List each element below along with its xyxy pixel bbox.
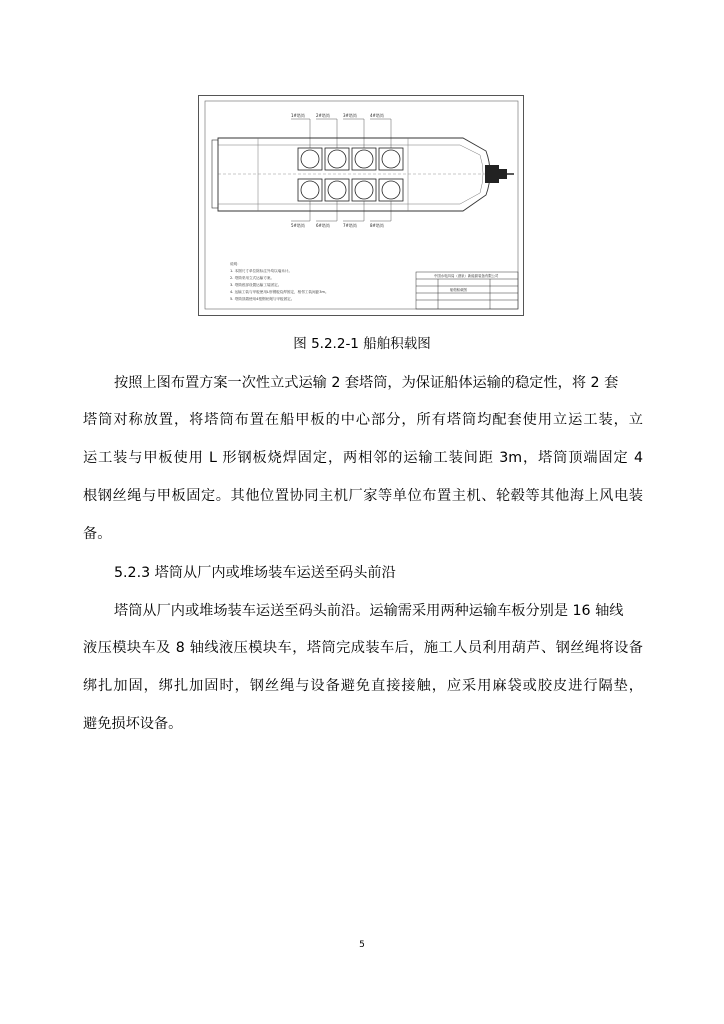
text-line: 避免损坏设备。 — [83, 716, 183, 732]
text-line: 运工装与甲板使用 L 形钢板烧焊固定，两相邻的运输工装间距 3m，塔筒顶端固定 4 — [83, 450, 643, 466]
tower-label: 5#塔筒 — [291, 223, 305, 228]
note-line: 4. 运输工装与甲板使用L形钢板烧焊固定，相邻工装间距3m。 — [230, 290, 329, 294]
section-heading: 5.2.3 塔筒从厂内或堆场装车运送至码头前沿 — [114, 565, 396, 581]
text-line: 塔筒对称放置，将塔筒布置在船甲板的中心部分，所有塔筒均配套使用立运工装，立 — [83, 412, 643, 428]
page-number: 5 — [359, 940, 365, 950]
tower-label: 2#塔筒 — [316, 113, 330, 118]
note-line: 3. 塔筒底部设置运输工装固定。 — [230, 283, 282, 287]
tower-label: 8#塔筒 — [370, 223, 384, 228]
tower-label: 3#塔筒 — [343, 113, 357, 118]
notes-title: 说明： — [230, 262, 241, 266]
text-line: 按照上图布置方案一次性立式运输 2 套塔筒，为保证船体运输的稳定性，将 2 套 — [114, 375, 619, 391]
note-line: 1. 本图尺寸单位除标注外均以毫米计。 — [230, 269, 293, 273]
text-line: 绑扎加固，绑扎加固时，钢丝绳与设备避免直接接触，应采用麻袋或胶皮进行隔垫， — [83, 678, 643, 694]
text-line: 塔筒从厂内或堆场装车运送至码头前沿。运输需采用两种运输车板分别是 16 轴线 — [114, 603, 624, 619]
ship-stowage-drawing — [198, 95, 524, 316]
titleblock-company: 中国水电四局（酒泉）新能源装备有限公司 — [434, 274, 499, 278]
figure-caption: 图 5.2.2-1 船舶积载图 — [293, 336, 431, 352]
tower-label: 1#塔筒 — [291, 113, 305, 118]
note-line: 2. 塔筒采用立式运输方案。 — [230, 276, 275, 280]
tower-label: 4#塔筒 — [370, 113, 384, 118]
text-line: 液压模块车及 8 轴线液压模块车，塔筒完成装车后，施工人员利用葫芦、钢丝绳将设备 — [83, 640, 643, 656]
text-line: 根钢丝绳与甲板固定。其他位置协同主机厂家等单位布置主机、轮毂等其他海上风电装 — [83, 488, 643, 504]
titleblock-drawing: 船舶积载图 — [450, 288, 467, 292]
note-line: 5. 塔筒顶端使用4根钢丝绳与甲板固定。 — [230, 297, 295, 301]
tower-label: 7#塔筒 — [343, 223, 357, 228]
text-line: 备。 — [83, 526, 112, 542]
tower-label: 6#塔筒 — [316, 223, 330, 228]
